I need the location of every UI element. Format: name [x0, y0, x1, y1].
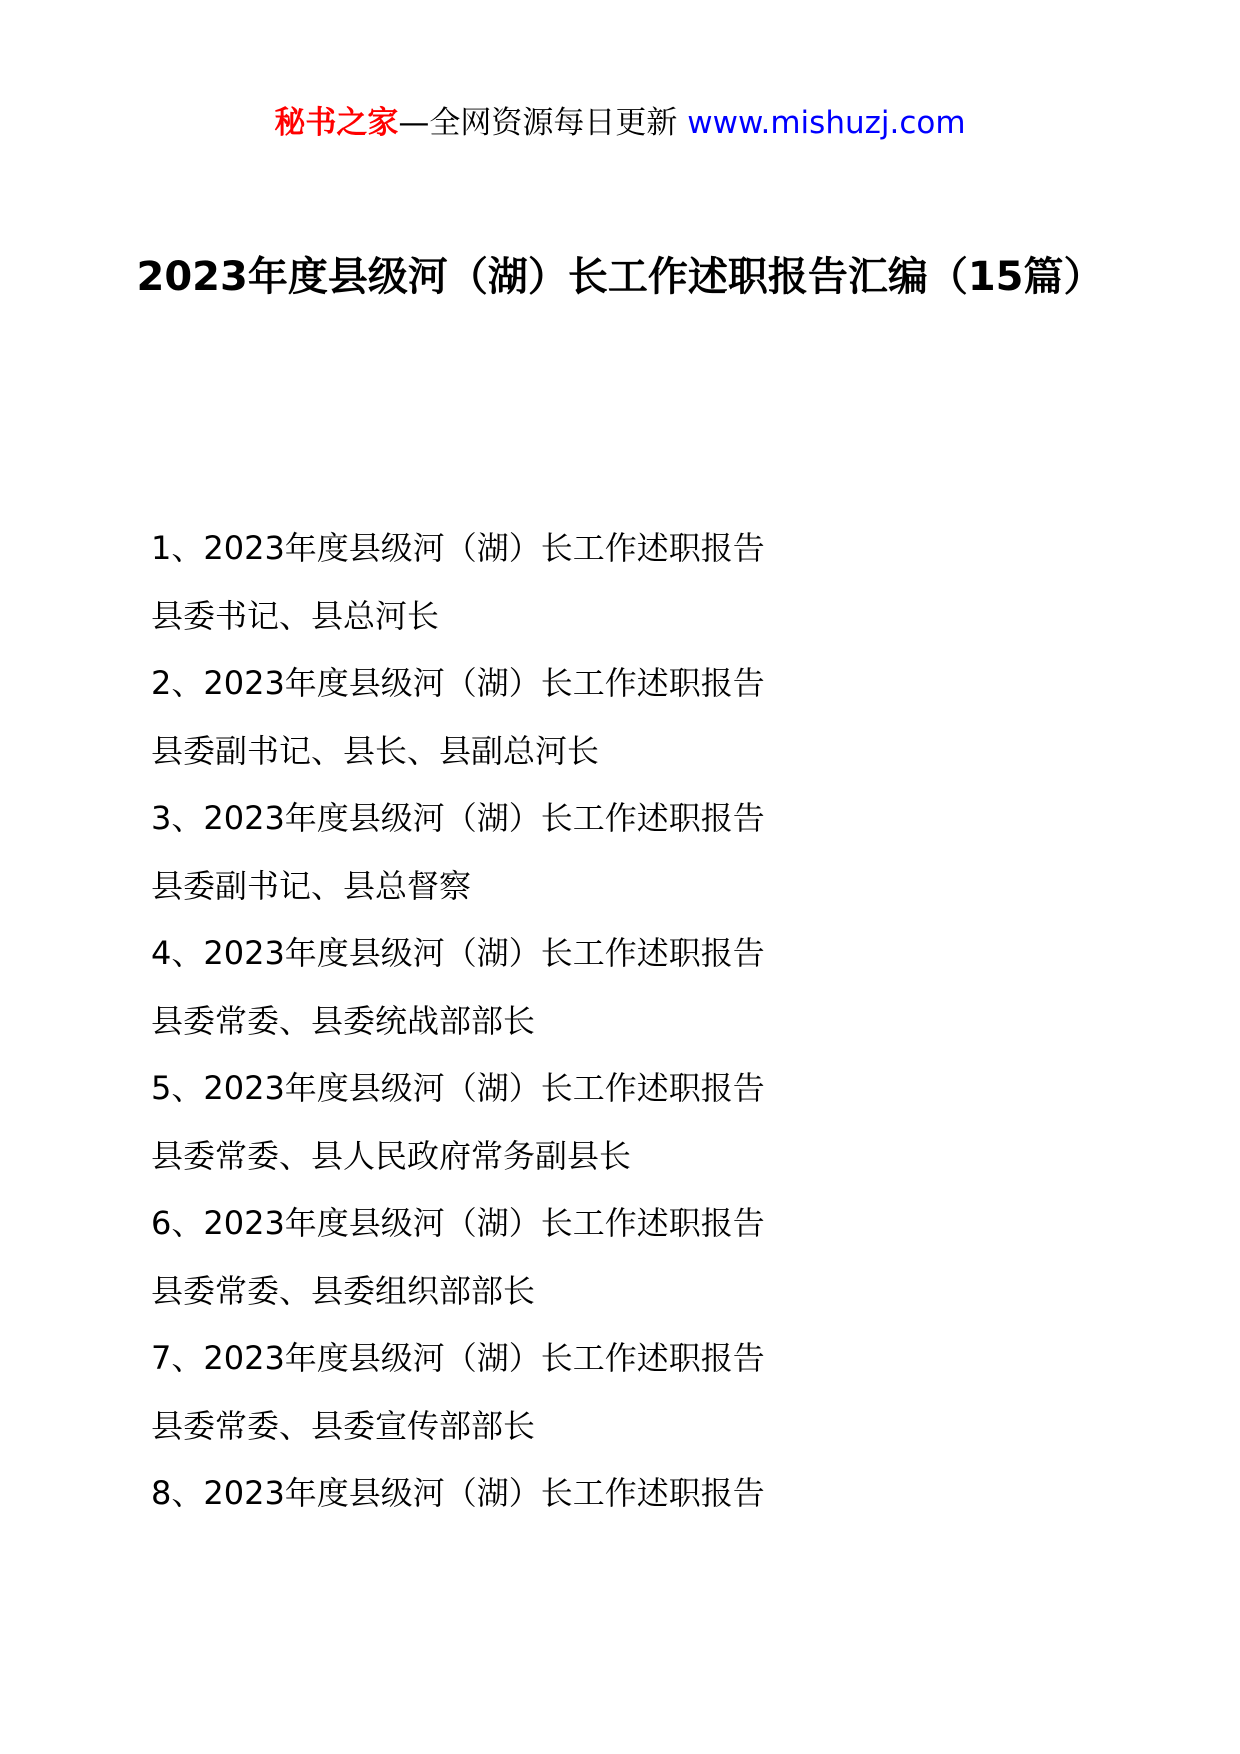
toc-item [151, 1460, 1111, 1528]
toc-item-subtitle: 县委书记、县总河长 [151, 596, 440, 635]
table-of-contents [151, 515, 1111, 1528]
toc-item [151, 1325, 1111, 1460]
toc-item-subtitle: 县委常委、县委宣传部部长 [151, 1406, 536, 1445]
toc-item [151, 515, 1111, 650]
toc-item [151, 920, 1111, 1055]
toc-item-subtitle: 县委常委、县人民政府常务副县长 [151, 1136, 632, 1175]
brand-name: 秘书之家 [274, 105, 399, 141]
toc-item-heading: 6、2023年度县级河（湖）长工作述职报告 [151, 1204, 765, 1242]
site-header [0, 103, 1240, 143]
toc-item [151, 650, 1111, 785]
toc-item-heading: 3、2023年度县级河（湖）长工作述职报告 [151, 799, 765, 837]
toc-item-heading: 1、2023年度县级河（湖）长工作述职报告 [151, 529, 765, 567]
toc-item-heading: 7、2023年度县级河（湖）长工作述职报告 [151, 1339, 765, 1377]
toc-item [151, 785, 1111, 920]
toc-item-subtitle: 县委常委、县委统战部部长 [151, 1001, 536, 1040]
document-title: 2023年度县级河（湖）长工作述职报告汇编（15篇） [136, 254, 1104, 300]
toc-item-heading: 5、2023年度县级河（湖）长工作述职报告 [151, 1069, 765, 1107]
toc-item-subtitle: 县委副书记、县总督察 [151, 866, 472, 905]
toc-item-heading: 4、2023年度县级河（湖）长工作述职报告 [151, 934, 765, 972]
toc-item-subtitle: 县委常委、县委组织部部长 [151, 1271, 536, 1310]
toc-item-heading: 8、2023年度县级河（湖）长工作述职报告 [151, 1474, 765, 1512]
site-url-link[interactable]: www.mishuzj.com [687, 105, 966, 141]
toc-item [151, 1055, 1111, 1190]
toc-item [151, 1190, 1111, 1325]
header-slogan: —全网资源每日更新 [398, 105, 678, 141]
toc-item-heading: 2、2023年度县级河（湖）长工作述职报告 [151, 664, 765, 702]
toc-item-subtitle: 县委副书记、县长、县副总河长 [151, 731, 600, 770]
